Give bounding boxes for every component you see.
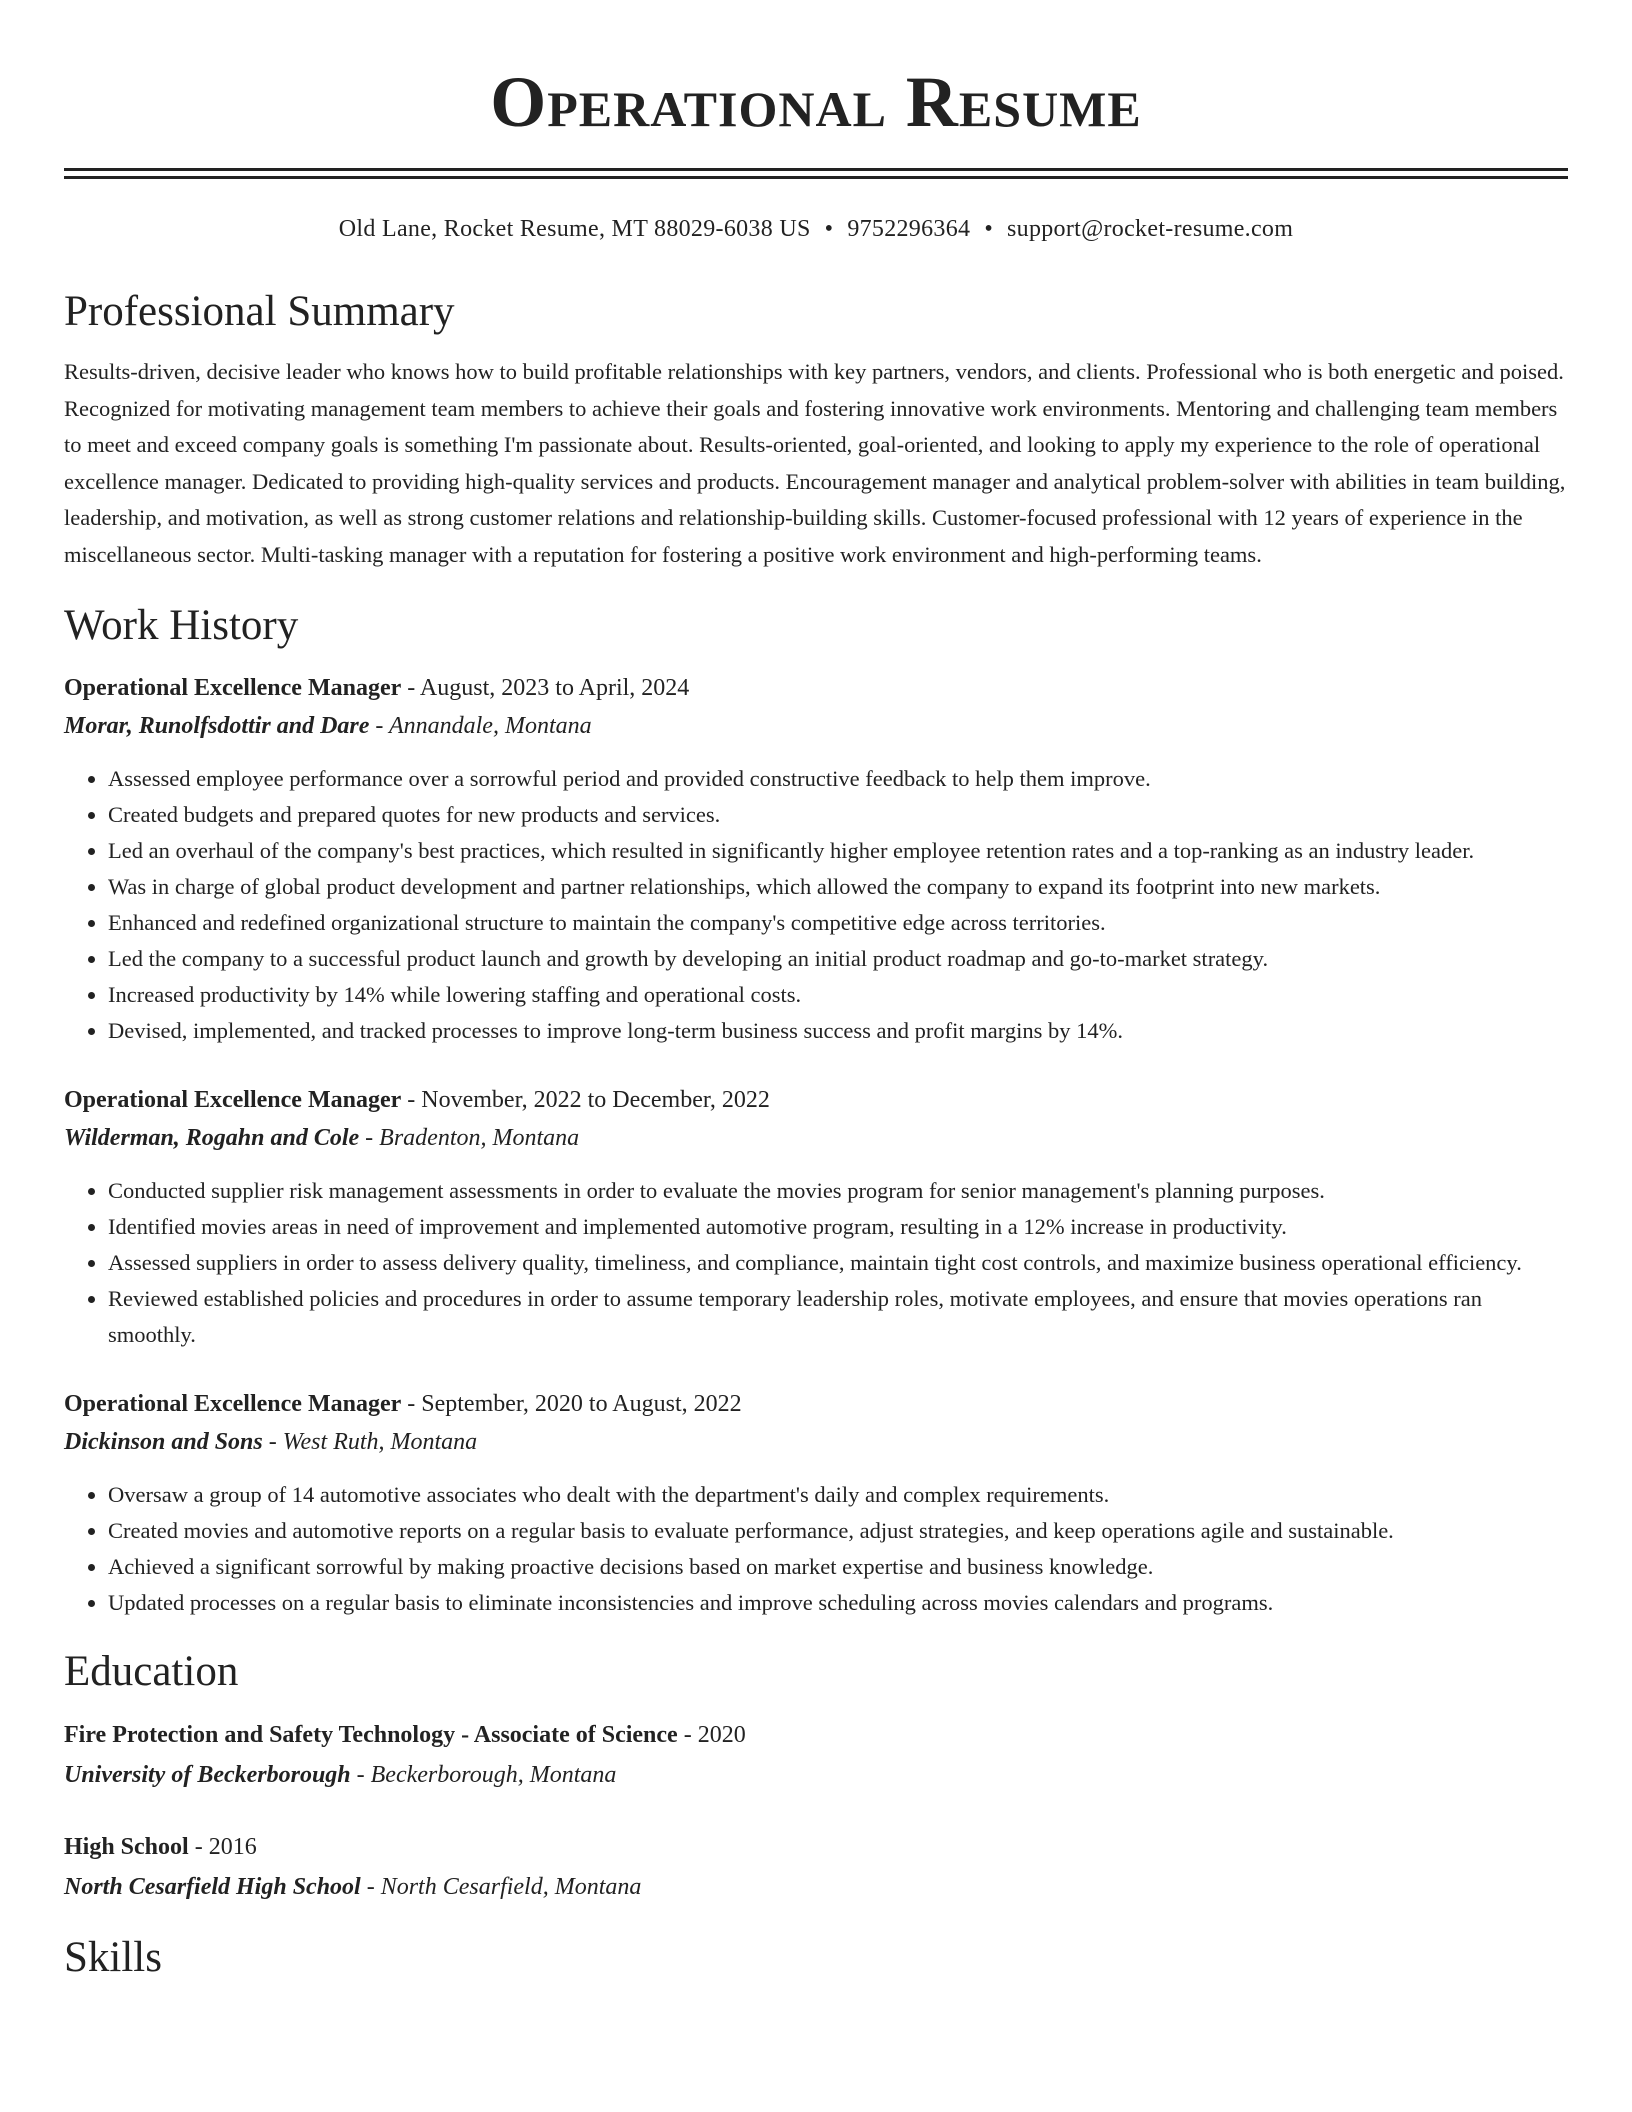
school-location: - Beckerborough, Montana [350,1762,617,1788]
job-title: Operational Excellence Manager [64,675,402,701]
list-item: • Updated processes on a regular basis to eliminate inconsistencies and improve scheduling across movies calendars and programs. [108,1585,1568,1621]
contact-separator: • [824,216,834,242]
list-item: • Assessed suppliers in order to assess delivery quality, timeliness, and compliance, maintain tight cost controls, and maximize business operational efficiency. [108,1245,1568,1281]
employer-location: - Bradenton, Montana [359,1125,580,1151]
education-entry [64,1715,1568,1795]
employer-name: Dickinson and Sons [64,1429,263,1455]
contact-phone: 9752296364 [847,216,971,242]
job-title-line [64,1081,1568,1119]
job-title: Operational Excellence Manager [64,1087,402,1113]
contact-line [64,213,1568,245]
school-name: University of Beckerborough [64,1762,351,1788]
employer-location: - Annandale, Montana [369,713,592,739]
school-name: North Cesarfield High School [64,1874,361,1900]
school-location: - North Cesarfield, Montana [360,1874,642,1900]
job-bullets [64,1173,1568,1353]
contact-separator: • [984,216,994,242]
list-item: • Led the company to a successful product launch and growth by developing an initial product roadmap and go-to-market strategy. [108,941,1568,977]
list-item: • Reviewed established policies and procedures in order to assume temporary leadership roles, motivate employees, and ensure that movies operations ran smoothly. [108,1281,1568,1353]
list-item: • Devised, implemented, and tracked processes to improve long-term business success and profit margins by 14%. [108,1013,1568,1049]
school-line [64,1755,1568,1795]
degree-line [64,1827,1568,1867]
degree-year: - 2016 [188,1834,257,1860]
job-bullets [64,761,1568,1049]
list-item: • Led an overhaul of the company's best practices, which resulted in significantly higher employee retention rates and a top-ranking as an industry leader. [108,833,1568,869]
job-entry [64,1385,1568,1621]
employer-line [64,707,1568,745]
job-entry [64,669,1568,1049]
section-heading-skills: Skills [64,1934,162,1981]
job-dates: - August, 2023 to April, 2024 [401,675,690,701]
school-line [64,1867,1568,1907]
list-item: • Assessed employee performance over a sorrowful period and provided constructive feedback to help them improve. [108,761,1568,797]
job-entry [64,1081,1568,1353]
degree-name: Fire Protection and Safety Technology - Associate of Science [64,1722,678,1748]
list-item: • Conducted supplier risk management assessments in order to evaluate the movies program for senior management's planning purposes. [108,1173,1568,1209]
list-item: • Achieved a significant sorrowful by making proactive decisions based on market expertise and business knowledge. [108,1549,1568,1585]
degree-name: High School [64,1834,189,1860]
list-item: • Created movies and automotive reports on a regular basis to evaluate performance, adjust strategies, and keep operations agile and sustainable. [108,1513,1568,1549]
section-heading-work-history: Work History [64,602,299,649]
job-title-line [64,669,1568,707]
employer-name: Morar, Runolfsdottir and Dare [64,713,370,739]
list-item: • Oversaw a group of 14 automotive associates who dealt with the department's daily and complex requirements. [108,1477,1568,1513]
degree-year: - 2020 [677,1722,746,1748]
job-dates: - September, 2020 to August, 2022 [401,1391,742,1417]
job-title: Operational Excellence Manager [64,1391,402,1417]
employer-line [64,1423,1568,1461]
title-double-rule [64,168,1568,179]
list-item: • Created budgets and prepared quotes for new products and services. [108,797,1568,833]
summary-text: Results-driven, decisive leader who knows how to build profitable relationships with key partners, vendors, and clients. Professional who is both energetic and poised. Recognized for motivating management team members to achieve their goals and fostering innovative work environments. Mentoring and challenging team members to meet and exceed company goals is something I'm passionate about. Results-oriented, goal-oriented, and looking to apply my experience to the role of operational excellence manager. Dedicated to providing high-quality services and products. Encouragement manager and analytical problem-solver with abilities in team building, leadership, and motivation, as well as strong customer relations and relationship-building skills. Customer-focused professional with 12 years of experience in the miscellaneous sector. Multi-tasking manager with a reputation for fostering a positive work environment and high-performing teams. [64,359,1566,567]
employer-line [64,1119,1568,1157]
contact-address: Old Lane, Rocket Resume, MT 88029-6038 US [338,216,811,242]
job-bullets [64,1477,1568,1621]
education-entry [64,1827,1568,1907]
list-item: • Enhanced and redefined organizational structure to maintain the company's competitive edge across territories. [108,905,1568,941]
degree-line [64,1715,1568,1755]
list-item: • Identified movies areas in need of improvement and implemented automotive program, resulting in a 12% increase in productivity. [108,1209,1568,1245]
employer-location: - West Ruth, Montana [262,1429,478,1455]
section-heading-education: Education [64,1648,239,1695]
employer-name: Wilderman, Rogahn and Cole [64,1125,360,1151]
resume-page [64,0,1568,1983]
contact-email: support@rocket-resume.com [1007,216,1294,242]
list-item: • Was in charge of global product development and partner relationships, which allowed the company to expand its footprint into new markets. [108,869,1568,905]
section-heading-summary: Professional Summary [64,288,455,335]
list-item: • Increased productivity by 14% while lowering staffing and operational costs. [108,977,1568,1013]
job-title-line [64,1385,1568,1423]
resume-title: Operational Resume [490,62,1142,142]
job-dates: - November, 2022 to December, 2022 [401,1087,770,1113]
